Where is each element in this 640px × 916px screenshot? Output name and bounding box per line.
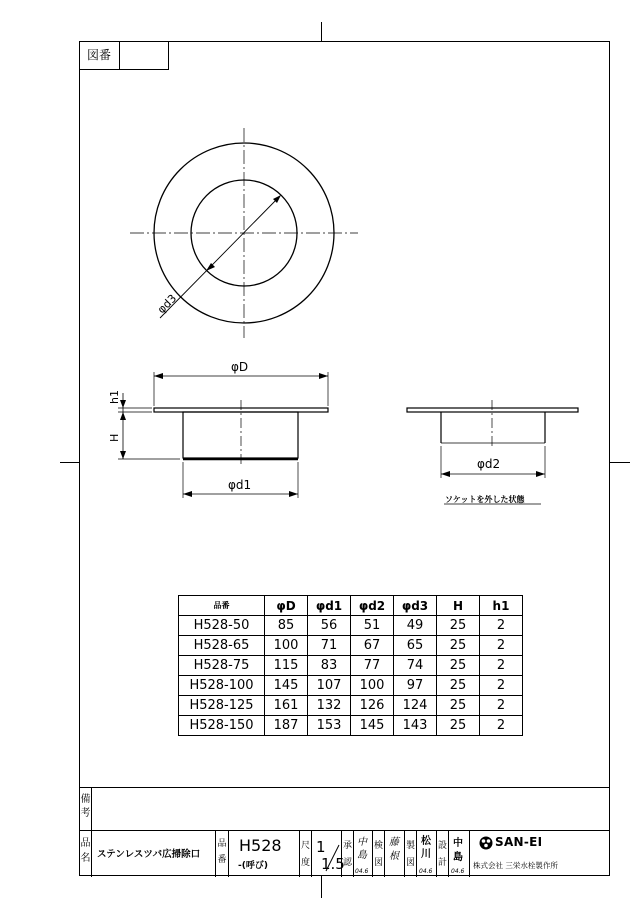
part-no: H528 (239, 836, 282, 855)
col-header-h1: h1 (480, 596, 523, 616)
approve-signature: 中島 (357, 837, 367, 861)
cell-h1: 2 (480, 616, 523, 636)
cell-d1: 71 (308, 636, 351, 656)
d2-label: φd2 (477, 457, 501, 471)
cell-h1: 2 (480, 676, 523, 696)
cell-h1: 2 (480, 636, 523, 656)
cell-part-no: H528-125 (179, 696, 265, 716)
scale-numerator: 1 (316, 838, 326, 856)
cell-h1: 2 (480, 716, 523, 736)
cell-H: 25 (437, 676, 480, 696)
d3-arrow-head-1 (206, 263, 215, 271)
cell-d2: 51 (351, 616, 394, 636)
socket-removed-view (407, 400, 578, 504)
cell-D: 85 (265, 616, 308, 636)
socket-flange-plate (407, 408, 578, 412)
logo-mark-icon (479, 836, 493, 850)
design-label: 設計 (437, 841, 447, 868)
cell-d2: 100 (351, 676, 394, 696)
cell-H: 25 (437, 636, 480, 656)
cell-d3: 49 (394, 616, 437, 636)
table-row (179, 656, 523, 676)
front-view (118, 372, 328, 498)
d3-label: φd3 (154, 291, 180, 317)
front-view-arrows (120, 373, 328, 497)
cell-D: 115 (265, 656, 308, 676)
check-label: 検図 (373, 841, 383, 868)
cell-d1: 83 (308, 656, 351, 676)
table-row (179, 676, 523, 696)
spec-table (178, 595, 523, 736)
col-header-d1: φd1 (308, 596, 351, 616)
logo-text: SAN-EI (495, 835, 543, 849)
scale-denominator: 1.5 (321, 855, 345, 873)
cell-d1: 153 (308, 716, 351, 736)
cell-H: 25 (437, 696, 480, 716)
d1-label: φd1 (228, 478, 252, 492)
col-header-H: H (437, 596, 480, 616)
cell-D: 145 (265, 676, 308, 696)
socket-caption: ソケットを外した状態 (445, 495, 525, 504)
cell-part-no: H528-50 (179, 616, 265, 636)
check-signature: 藤根 (389, 837, 399, 862)
cell-d3: 124 (394, 696, 437, 716)
product-name: ステンレスツバ広掃除口 (97, 849, 201, 860)
col-header-part-no: 品番 (179, 596, 265, 616)
draft-date: 04.6 (419, 868, 433, 875)
col-header-d2: φd2 (351, 596, 394, 616)
cell-H: 25 (437, 616, 480, 636)
col-header-d3: φd3 (394, 596, 437, 616)
H-label: H (108, 433, 121, 442)
part-no-sub: -(呼び) (238, 861, 268, 871)
part-no-label: 品番 (217, 839, 227, 865)
bottom-center-mark (321, 876, 322, 898)
draft-signature: 松川 (421, 836, 431, 860)
cell-d2: 145 (351, 716, 394, 736)
cell-part-no: H528-75 (179, 656, 265, 676)
d3-dimension-line (160, 196, 280, 318)
cell-part-no: H528-65 (179, 636, 265, 656)
table-row (179, 636, 523, 656)
cell-h1: 2 (480, 696, 523, 716)
remarks-label: 備考 (80, 794, 91, 819)
cell-d3: 143 (394, 716, 437, 736)
title-block (79, 787, 610, 876)
table-row (179, 616, 523, 636)
cell-d1: 107 (308, 676, 351, 696)
drawing-number-label: 図番 (79, 41, 120, 69)
design-signature: 中島 (453, 838, 463, 863)
col-header-D: φD (265, 596, 308, 616)
cell-D: 161 (265, 696, 308, 716)
approve-date: 04.6 (355, 868, 369, 875)
body-cylinder (183, 412, 298, 458)
product-name-label: 品名 (80, 838, 91, 864)
cell-d3: 97 (394, 676, 437, 696)
cell-D: 100 (265, 636, 308, 656)
spec-table-header-row (179, 596, 523, 616)
cell-h1: 2 (480, 656, 523, 676)
scale-label: 尺度 (300, 841, 310, 868)
cell-d1: 56 (308, 616, 351, 636)
cell-part-no: H528-100 (179, 676, 265, 696)
company-name: 株式会社 三栄水栓製作所 (473, 861, 558, 870)
h1-label: h1 (108, 390, 121, 404)
draft-label: 製図 (405, 841, 415, 868)
D-label: φD (231, 360, 249, 374)
cell-d3: 74 (394, 656, 437, 676)
cell-H: 25 (437, 656, 480, 676)
cell-H: 25 (437, 716, 480, 736)
design-date: 04.6 (451, 868, 465, 875)
approve-label: 承認 (342, 841, 352, 868)
cell-part-no: H528-150 (179, 716, 265, 736)
scale-slash (323, 843, 343, 873)
table-row (179, 716, 523, 736)
cell-D: 187 (265, 716, 308, 736)
cell-d3: 65 (394, 636, 437, 656)
cell-d2: 126 (351, 696, 394, 716)
cell-d2: 67 (351, 636, 394, 656)
table-row (179, 696, 523, 716)
cell-d2: 77 (351, 656, 394, 676)
cell-d1: 132 (308, 696, 351, 716)
company-logo (479, 835, 569, 851)
